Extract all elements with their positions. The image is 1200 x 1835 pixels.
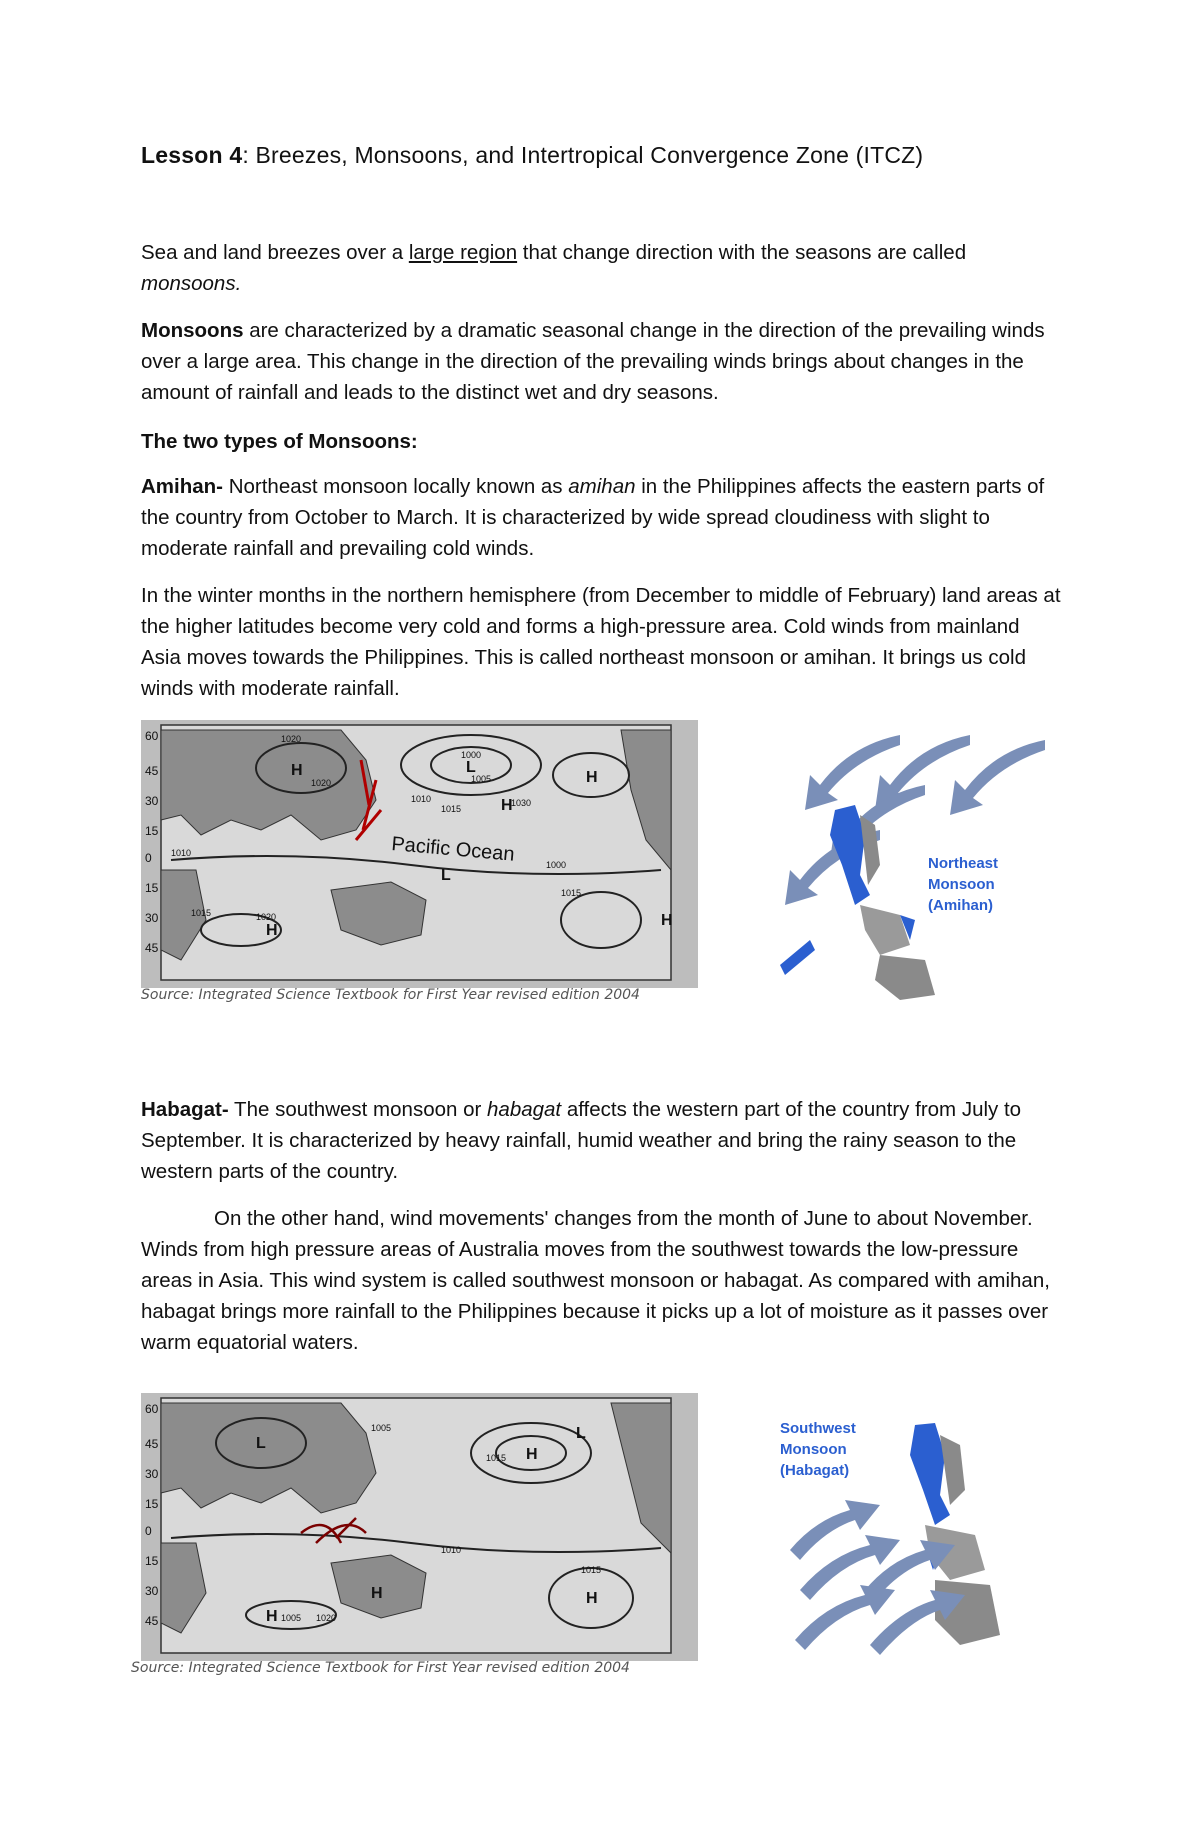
isobar-label: 1005 (281, 1613, 302, 1623)
figure1-caption: Source: Integrated Science Textbook for First Year revised edition 2004 (141, 987, 640, 1003)
isobar-label: 1000 (546, 860, 567, 870)
types-heading: The two types of Monsoons: (141, 430, 418, 453)
pressure-mark: L (441, 867, 451, 884)
lat-label: 0 (145, 851, 152, 865)
habagat-text-start: The southwest monsoon or (228, 1098, 488, 1121)
lat-label: 30 (145, 1584, 159, 1598)
intro-underlined-text: large region (408, 241, 518, 264)
isobar-label: 1005 (371, 1423, 392, 1433)
inset-label-line: Southwest (780, 1420, 856, 1437)
intro-text-end: that change direction with the seasons are called (517, 241, 967, 264)
lat-label: 45 (145, 1614, 159, 1628)
southwest-monsoon-map (141, 1393, 698, 1661)
lat-label: 45 (145, 764, 159, 778)
figure2-caption: Source: Integrated Science Textbook for First Year revised edition 2004 (131, 1660, 630, 1676)
inset-label (780, 1420, 856, 1479)
amihan-term: Amihan- (141, 475, 223, 498)
pressure-mark: H (526, 1446, 538, 1463)
mindanao-shape (875, 955, 935, 1000)
amihan-detail-paragraph: In the winter months in the northern hemisphere (from December to middle of February) land areas at the higher latitudes become very cold and forms a high-pressure area. Cold winds from mainland Asia moves towards the Philippines. This is called northeast monsoon or amihan. It brings us cold winds with moderate rainfall. (141, 584, 1061, 700)
isobar-label: 1000 (461, 750, 482, 760)
luzon-east-shape (940, 1435, 965, 1505)
habagat-inset-map (775, 1395, 1025, 1660)
isobar-label: 1015 (486, 1453, 507, 1463)
lat-label: 30 (145, 1467, 159, 1481)
ocean-label: Pacific Ocean (390, 833, 516, 866)
isobar-label: 1020 (281, 734, 302, 744)
palawan-shape (780, 940, 815, 975)
habagat-paragraph (141, 1094, 1061, 1187)
isobar-label: 1010 (411, 794, 432, 804)
inset-label-line: (Amihan) (928, 897, 993, 914)
lat-label: 30 (145, 794, 159, 808)
lat-label: 45 (145, 941, 159, 955)
monsoons-definition-text: are characterized by a dramatic seasonal change in the direction of the prevailing winds over a large area. This change in the direction of the prevailing winds brings about changes in the amount of rainfall and leads to the distinct wet and dry seasons. (141, 319, 1045, 404)
amihan-text-start: Northeast monsoon locally known as (223, 475, 569, 498)
lat-label: 15 (145, 1554, 159, 1568)
pressure-mark: H (371, 1585, 383, 1602)
northeast-monsoon-map (141, 720, 698, 988)
habagat-detail-paragraph: On the other hand, wind movements' changes from the month of June to about November. Winds from high pressure areas of Australia moves from the southwest towards the low-pressure areas in Asia. This wind system is called southwest monsoon or habagat. As compared with amihan, habagat brings more rainfall to the Philippines because it picks up a lot of moisture as it passes over warm equatorial waters. (141, 1207, 1050, 1354)
pressure-mark: H (291, 762, 303, 779)
monsoons-definition (141, 315, 1061, 408)
amihan-italic: amihan (568, 475, 636, 498)
amihan-paragraph (141, 471, 1061, 564)
pressure-mark: H (266, 922, 278, 939)
lesson-title (141, 142, 923, 169)
habagat-italic: habagat (487, 1098, 562, 1121)
lat-label: 60 (145, 729, 159, 743)
isobar-label: 1020 (256, 912, 277, 922)
lat-label: 15 (145, 1497, 159, 1511)
lesson-number: Lesson 4 (141, 142, 243, 168)
lat-label: 15 (145, 881, 159, 895)
isobar-label: 1020 (316, 1613, 337, 1623)
lat-label: 15 (145, 824, 159, 838)
isobar-label: 1010 (441, 1545, 462, 1555)
isobar-label: 1030 (511, 798, 532, 808)
visayas-shape (860, 905, 910, 955)
wind-arrows-northeast (785, 735, 1045, 905)
lat-label: 60 (145, 1402, 159, 1416)
pressure-mark: H (661, 912, 673, 929)
intro-text-start: Sea and land breezes over a (141, 241, 409, 264)
lat-label: 0 (145, 1524, 152, 1538)
pressure-mark: L (256, 1435, 266, 1452)
inset-label-line: Monsoon (780, 1441, 847, 1458)
lat-label: 30 (145, 911, 159, 925)
pressure-mark: H (586, 1590, 598, 1607)
amihan-text-end: in the Philippines affects the eastern parts of the country from October to March. It is characterized by wide spread cloudiness with slight to moderate rainfall and prevailing cold winds. (141, 475, 1045, 560)
habagat-text-end: affects the western part of the country from July to September. It is characterized by heavy rainfall, humid weather and bring the rainy season to the western parts of the country. (141, 1098, 1022, 1183)
isobar-label: 1010 (171, 848, 192, 858)
wind-arrows-southwest (790, 1500, 965, 1655)
pressure-mark: H (501, 797, 513, 814)
inset-label-line: Monsoon (928, 876, 995, 893)
pressure-mark: H (586, 769, 598, 786)
isobar-label: 1015 (191, 908, 212, 918)
inset-label (928, 855, 998, 914)
isobar-label: 1015 (561, 888, 582, 898)
isobar-label: 1015 (441, 804, 462, 814)
intro-italic-term: monsoons. (141, 272, 242, 295)
isobar-label: 1005 (471, 774, 492, 784)
habagat-term: Habagat- (141, 1098, 229, 1121)
inset-label-line: Northeast (928, 855, 999, 872)
isobar-label: 1020 (311, 778, 332, 788)
monsoons-term: Monsoons (141, 319, 244, 342)
pressure-mark: L (576, 1425, 586, 1442)
arrow-icon (950, 740, 1045, 815)
isobar-label: 1015 (581, 1565, 602, 1575)
lat-label: 45 (145, 1437, 159, 1451)
lesson-title-text: : Breezes, Monsoons, and Intertropical Convergence Zone (ITCZ) (242, 142, 924, 168)
philippines-shape (780, 805, 935, 1000)
intro-paragraph (141, 237, 1061, 299)
asia-landmass (161, 1403, 376, 1513)
inset-label-line: (Habagat) (780, 1462, 850, 1479)
amihan-inset-map (760, 715, 1060, 1005)
pressure-mark: L (466, 759, 476, 776)
pressure-mark: H (266, 1608, 278, 1625)
